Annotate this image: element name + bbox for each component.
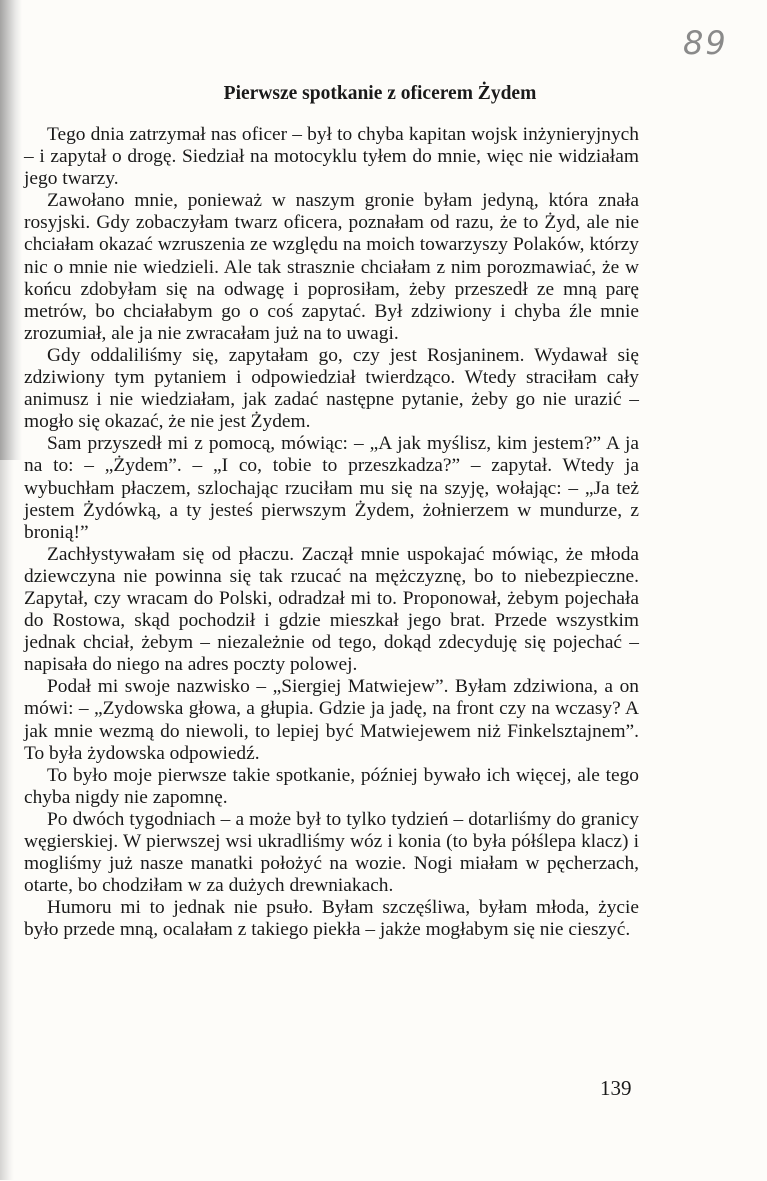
paragraph: Humoru mi to jednak nie psuło. Byłam szczęśliwa, byłam młoda, życie było przede mną, ocalałam z takiego piekła – jakże mogłabym się nie cieszyć. xyxy=(24,897,639,941)
paragraph: Zawołano mnie, ponieważ w naszym gronie byłam jedyną, która znała rosyjski. Gdy zobaczyłam twarz oficera, poznałam od razu, że to Żyd, ale nie chciałam okazać wzruszenia ze względu na moich towarzyszy Polaków, którzy nic o mnie nie wiedzieli. Ale tak strasznie chciałam z nim porozmawiać, że w końcu zdobyłam się na odwagę i poprosiłam, żeby przeszedł ze mną parę metrów, bo chciałabym go o coś zapytać. Był zdziwiony i chyba źle mnie zrozumiał, ale ja nie zwracałam już na to uwagi. xyxy=(24,190,639,344)
body-text xyxy=(24,124,639,941)
paragraph: Zachłystywałam się od płaczu. Zaczął mnie uspokajać mówiąc, że młoda dziewczyna nie powinna się tak rzucać na mężczyznę, bo to niebezpieczne. Zapytał, czy wracam do Polski, odradzał mi to. Proponował, żebym pojechała do Rostowa, skąd pochodził i gdzie mieszkał jego brat. Przede wszystkim jednak chciał, żebym – niezależnie od tego, dokąd zdecyduję się pojechać – napisała do niego na adres poczty polowej. xyxy=(24,543,639,676)
paragraph: Gdy oddaliliśmy się, zapytałam go, czy jest Rosjaninem. Wydawał się zdziwiony tym pytaniem i odpowiedział twierdząco. Wtedy straciłam cały animusz i nie wiedziałam, jak zadać następne pytanie, żeby go nie urazić – mogło się okazać, że nie jest Żydem. xyxy=(24,344,639,433)
paragraph: Po dwóch tygodniach – a może był to tylko tydzień – dotarliśmy do granicy węgierskiej. W pierwszej wsi ukradliśmy wóz i konia (to była półślepa klacz) i mogliśmy już nasze manatki położyć na wozie. Nogi miałam w pęcherzach, otarte, bo chodziłam w za dużych drewniakach. xyxy=(24,808,639,897)
page-number: 139 xyxy=(600,1076,632,1100)
paragraph: To było moje pierwsze takie spotkanie, później bywało ich więcej, ale tego chyba nigdy nie zapomnę. xyxy=(24,764,639,808)
scan-shadow-edge-lower xyxy=(0,460,14,1180)
scan-shadow-edge xyxy=(0,0,22,460)
paragraph: Tego dnia zatrzymał nas oficer – był to chyba kapitan wojsk inżynieryjnych – i zapytał o drogę. Siedział na motocyklu tyłem do mnie, więc nie widziałam jego twarzy. xyxy=(24,124,639,190)
handwritten-page-mark: 89 xyxy=(683,24,728,62)
paragraph: Sam przyszedł mi z pomocą, mówiąc: – „A jak myślisz, kim jestem?” A ja na to: – „Żydem”. – „I co, tobie to przeszkadza?” – zapytał. Wtedy ja wybuchłam płaczem, szlochając rzuciłam mu się na szyję, wołając: – „Ja też jestem Żydówką, a ty jesteś pierwszym Żydem, żołnierzem w mundurze, z bronią!” xyxy=(24,433,639,543)
paragraph: Podał mi swoje nazwisko – „Siergiej Matwiejew”. Byłam zdziwiona, a on mówi: – „Zydowska głowa, a głupia. Gdzie ja jadę, na front czy na wczasy? A jak mnie wezmą do niewoli, to lepiej być Matwiejewem niż Finkelsztajnem”. To była żydowska odpowiedź. xyxy=(24,676,639,764)
chapter-title: Pierwsze spotkanie z oficerem Żydem xyxy=(223,83,537,104)
